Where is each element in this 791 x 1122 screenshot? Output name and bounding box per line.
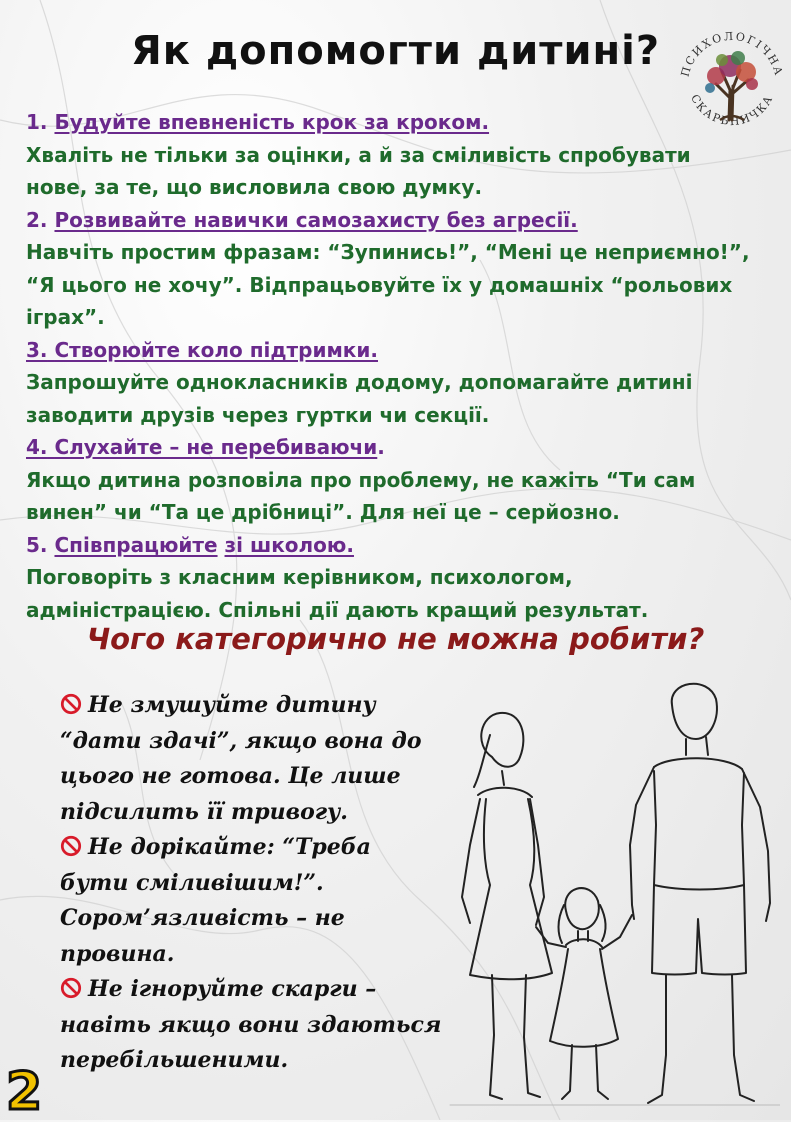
section-subtitle: Чого категорично не можна робити? <box>86 622 705 656</box>
child-figure <box>536 888 632 1099</box>
warning-line: Сором’язливість – не <box>60 905 345 931</box>
tip-5 <box>26 529 776 627</box>
tip-2 <box>26 204 776 334</box>
father-figure <box>630 684 770 1103</box>
tip-body-line: Хваліть не тільки за оцінки, а й за сміливість спробувати <box>26 142 691 167</box>
tip-heading: 5. Співпрацюйте зі школою. <box>26 532 354 557</box>
tip-1 <box>26 106 776 204</box>
warning-line: перебільшеними. <box>60 1047 289 1073</box>
tip-body-line: заводити друзів через гуртки чи секції. <box>26 402 490 427</box>
tip-body-line: Якщо дитина розповіла про проблему, не кажіть “Ти сам <box>26 467 696 492</box>
tip-body-line: нове, за те, що висловила свою думку. <box>26 175 483 199</box>
warning-line: цього не готова. Це лише <box>60 763 401 789</box>
warning-line: навіть якщо вони здаються <box>60 1011 442 1038</box>
warning-3 <box>60 972 450 1079</box>
logo-top-text: ПСИХОЛОГІЧНА <box>678 29 786 79</box>
warning-line: “дати здачі”, якщо вона до <box>60 727 422 754</box>
tip-body-line: Поговоріть з класним керівником, психологом, <box>26 565 573 589</box>
warning-line: Не ігноруйте скарги – <box>88 976 377 1002</box>
warning-line: підсилить її тривогу. <box>60 798 348 825</box>
warning-line: Не дорікайте: “Треба <box>88 834 371 860</box>
warning-2 <box>60 830 450 972</box>
mother-figure <box>462 713 552 1099</box>
tips-list <box>26 106 776 626</box>
warning-1 <box>60 688 450 830</box>
tip-body-line: “Я цього не хочу”. Відпрацьовуйте їх у домашніх “рольових <box>26 272 733 297</box>
tip-4 <box>26 431 776 529</box>
tip-heading: 3. Створюйте коло підтримки. <box>26 337 378 362</box>
warning-line: провина. <box>60 940 175 967</box>
tip-heading: 2. Розвивайте навички самозахисту без агресії. <box>26 207 578 232</box>
tip-heading: 4. Слухайте – не перебиваючи. <box>26 435 385 459</box>
prohibited-icon <box>60 835 82 857</box>
prohibited-icon <box>60 977 82 999</box>
page-number: 2 <box>6 1062 43 1122</box>
tip-body-line: Запрошуйте однокласників додому, допомагайте дитині <box>26 370 693 394</box>
page-title: Як допомогти дитині? <box>130 28 661 74</box>
warning-line: бути сміливішим!”. <box>60 869 324 896</box>
tip-body-line: винен” чи “Та це дрібниці”. Для неї це – серйозно. <box>26 500 620 524</box>
family-illustration <box>440 675 780 1115</box>
warning-line: Не змушуйте дитину <box>88 692 376 718</box>
logo-bottom-text: СКАРБНИЧКА <box>688 92 776 129</box>
tip-body-line: адміністрацією. Спільні дії дають кращий результат. <box>26 597 649 622</box>
warnings-list <box>60 688 450 1079</box>
tip-heading: 1. Будуйте впевненість крок за кроком. <box>26 110 490 134</box>
tip-body-line: Навчіть простим фразам: “Зупинись!”, “Мені це неприємно!”, <box>26 240 750 264</box>
tip-body-line: іграх”. <box>26 305 105 329</box>
tip-3 <box>26 334 776 432</box>
prohibited-icon <box>60 693 82 715</box>
